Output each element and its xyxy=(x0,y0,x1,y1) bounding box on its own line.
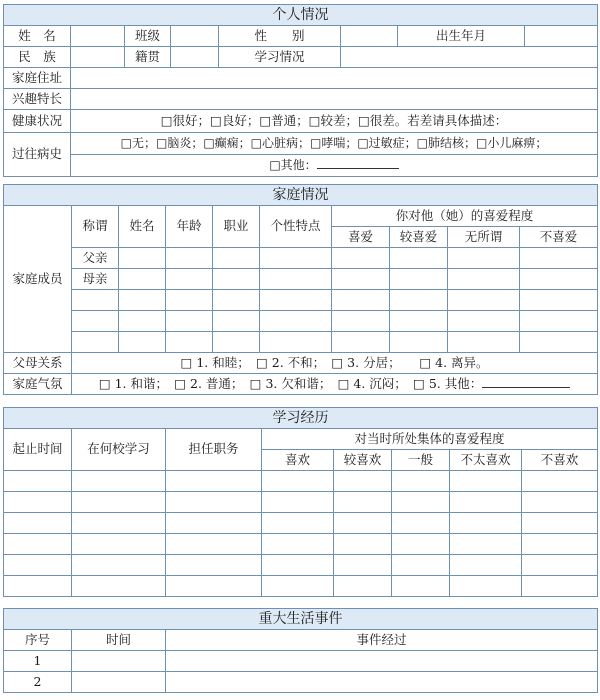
family-atmosphere-options-text: □ 1. 和谐； □ 2. 普通； □ 3. 欠和谐； □ 4. 沉闷； □ 5. 其他： xyxy=(98,375,483,391)
birth-field[interactable] xyxy=(525,26,598,47)
family-atmosphere-options[interactable] xyxy=(72,374,598,395)
header-group-liking: 对当时所处集体的喜爱程度 xyxy=(262,429,598,450)
native-place-field[interactable] xyxy=(171,47,219,68)
header-liking-degree: 你对他（她）的喜爱程度 xyxy=(332,206,598,227)
health-options[interactable]: □很好；□良好；□普通；□较差；□很差。若差请具体描述： xyxy=(71,110,598,133)
group-liking-level-3: 一般 xyxy=(392,450,450,471)
table-row xyxy=(4,651,598,672)
header-age: 年龄 xyxy=(166,206,213,248)
family-members-label: 家庭成员 xyxy=(4,206,72,353)
header-time: 时间 xyxy=(72,630,166,651)
group-liking-level-1: 喜欢 xyxy=(262,450,334,471)
header-period: 起止时间 xyxy=(4,429,72,471)
header-event-detail: 事件经过 xyxy=(166,630,598,651)
header-personality: 个性特点 xyxy=(260,206,332,248)
address-field[interactable] xyxy=(71,68,598,89)
event-index-2: 2 xyxy=(4,672,72,693)
study-status-field[interactable] xyxy=(341,47,598,68)
table-row xyxy=(4,248,598,269)
liking-level-4: 不喜爱 xyxy=(520,227,598,248)
medical-history-label: 过往病史 xyxy=(4,133,71,177)
header-occupation: 职业 xyxy=(213,206,260,248)
study-section-title: 学习经历 xyxy=(4,408,598,429)
header-name: 姓名 xyxy=(119,206,166,248)
table-row xyxy=(4,534,598,555)
study-table xyxy=(3,407,598,597)
medical-history-other-label: □其他： xyxy=(269,158,317,173)
birth-label: 出生年月 xyxy=(398,26,525,47)
name-field[interactable] xyxy=(71,26,125,47)
table-row xyxy=(4,471,598,492)
header-school: 在何校学习 xyxy=(72,429,166,471)
family-table xyxy=(3,184,598,395)
personal-table xyxy=(3,4,598,177)
table-row xyxy=(4,290,598,311)
table-row xyxy=(4,513,598,534)
class-field[interactable] xyxy=(171,26,219,47)
parents-relation-options[interactable]: □ 1. 和睦； □ 2. 不和； □ 3. 分居； □ 4. 离异。 xyxy=(72,353,598,374)
address-label: 家庭住址 xyxy=(4,68,71,89)
relation-father: 父亲 xyxy=(72,248,119,269)
liking-level-2: 较喜爱 xyxy=(390,227,448,248)
events-table xyxy=(3,608,598,693)
parents-relation-label: 父母关系 xyxy=(4,353,72,374)
group-liking-level-4: 不太喜欢 xyxy=(450,450,522,471)
hobby-label: 兴趣特长 xyxy=(4,89,71,110)
table-row xyxy=(4,311,598,332)
group-liking-level-2: 较喜欢 xyxy=(334,450,392,471)
hobby-field[interactable] xyxy=(71,89,598,110)
table-row xyxy=(4,332,598,353)
liking-level-1: 喜爱 xyxy=(332,227,390,248)
class-label: 班级 xyxy=(125,26,171,47)
header-position: 担任职务 xyxy=(166,429,262,471)
native-place-label: 籍贯 xyxy=(125,47,171,68)
group-liking-level-5: 不喜欢 xyxy=(522,450,598,471)
events-section-title: 重大生活事件 xyxy=(4,609,598,630)
gender-field[interactable] xyxy=(341,26,398,47)
ethnicity-label: 民 族 xyxy=(4,47,71,68)
family-section-title: 家庭情况 xyxy=(4,185,598,206)
study-status-label: 学习情况 xyxy=(219,47,341,68)
family-atmosphere-other-blank[interactable] xyxy=(482,377,570,388)
table-row xyxy=(4,576,598,597)
table-row xyxy=(4,492,598,513)
table-row xyxy=(4,269,598,290)
medical-history-other[interactable] xyxy=(71,155,598,177)
family-atmosphere-label: 家庭气氛 xyxy=(4,374,72,395)
table-row xyxy=(4,672,598,693)
health-label: 健康状况 xyxy=(4,110,71,133)
header-relation: 称谓 xyxy=(72,206,119,248)
personal-section-title: 个人情况 xyxy=(4,5,598,26)
header-index: 序号 xyxy=(4,630,72,651)
table-row xyxy=(4,555,598,576)
medical-history-other-blank[interactable] xyxy=(317,158,399,169)
gender-label: 性 别 xyxy=(219,26,341,47)
ethnicity-field[interactable] xyxy=(71,47,125,68)
relation-mother: 母亲 xyxy=(72,269,119,290)
event-index-1: 1 xyxy=(4,651,72,672)
medical-history-options[interactable]: □无；□脑炎；□癫痫；□心脏病；□哮喘；□过敏症；□肺结核；□小儿麻痹； xyxy=(71,133,598,155)
name-label: 姓 名 xyxy=(4,26,71,47)
liking-level-3: 无所谓 xyxy=(448,227,520,248)
